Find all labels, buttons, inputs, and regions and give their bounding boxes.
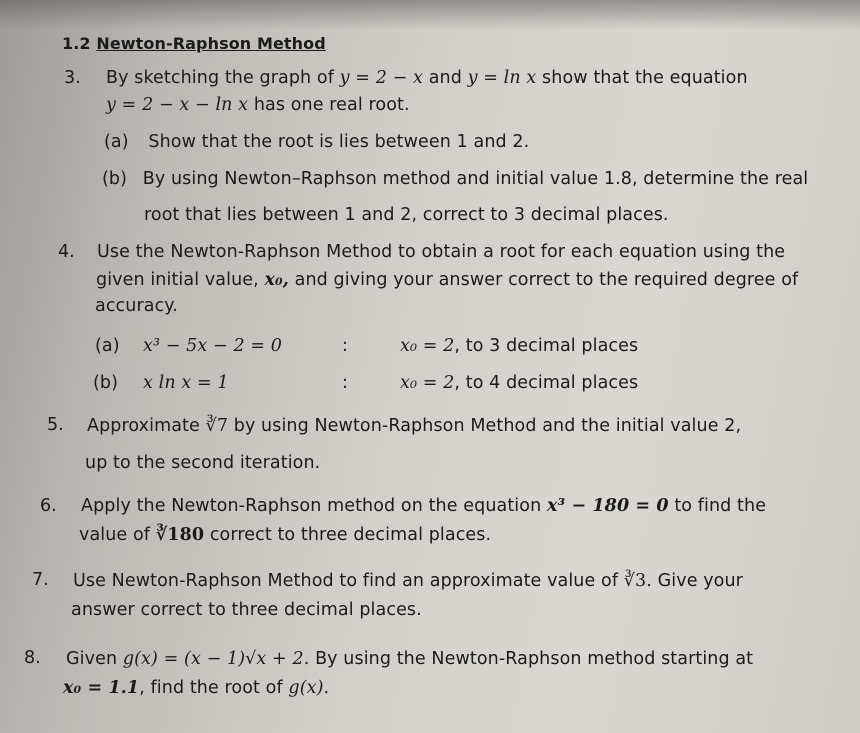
question-4b-equation: x ln x = 1	[143, 373, 229, 393]
q5-text: by using Newton-Raphson Method and the initial value 2,	[233, 416, 742, 436]
question-4-number: 4.	[58, 242, 75, 262]
q3b-label: (b)	[102, 169, 128, 189]
q5-text: Approximate	[87, 416, 200, 436]
q3-text: and	[428, 68, 462, 88]
q8-function: g(x).	[288, 678, 330, 698]
question-7-line-1	[73, 571, 743, 591]
q4-text: and giving your answer correct to the required degree of	[294, 270, 799, 290]
question-4a-condition	[400, 336, 638, 356]
q4b-initial-value: x₀ = 2	[400, 373, 455, 393]
q8-text: By using the Newton-Raphson method starting at	[315, 649, 754, 669]
q3-text: has one real root.	[253, 95, 410, 115]
question-6-line-1	[81, 496, 766, 516]
question-3-line-2	[106, 95, 410, 115]
q8-text: , find the root of	[139, 678, 283, 698]
q3b-text: By using Newton–Raphson method and initial value 1.8, determine the real	[142, 169, 809, 189]
question-3a	[104, 132, 529, 152]
q4-text: given initial value,	[96, 270, 259, 290]
question-3b-line-1	[102, 169, 808, 189]
q8-initial-value: x₀ = 1.1	[63, 678, 140, 698]
q3a-text: Show that the root is lies between 1 and 2.	[148, 132, 530, 152]
question-4b-colon: :	[342, 373, 348, 393]
q3a-label: (a)	[104, 132, 129, 152]
q7-cube-root: ∛3.	[623, 571, 652, 591]
question-3-line-1	[106, 68, 748, 88]
question-4a-colon: :	[342, 336, 348, 356]
q6-equation: x³ − 180 = 0	[546, 496, 669, 516]
question-6-line-2	[79, 525, 491, 545]
question-7-line-2: answer correct to three decimal places.	[71, 600, 422, 620]
question-7-number: 7.	[32, 570, 49, 590]
question-8-line-1	[66, 649, 753, 669]
question-4b-label: (b)	[93, 373, 119, 393]
q5-cube-root: ∛7	[205, 416, 229, 436]
question-8-number: 8.	[24, 648, 41, 668]
question-6-number: 6.	[40, 496, 57, 516]
question-8-line-2	[63, 678, 329, 698]
q3-equation-2: y = ln x	[467, 68, 537, 88]
question-4-line-1: Use the Newton-Raphson Method to obtain a root for each equation using the	[97, 242, 786, 262]
question-3b-line-2: root that lies between 1 and 2, correct to 3 decimal places.	[144, 205, 669, 225]
question-4-line-2	[96, 270, 798, 290]
question-5-line-2: up to the second iteration.	[85, 453, 321, 473]
q3-text: show that the equation	[542, 68, 748, 88]
q4a-initial-value: x₀ = 2	[400, 336, 455, 356]
question-4a-equation: x³ − 5x − 2 = 0	[143, 336, 283, 356]
q6-text: correct to three decimal places.	[209, 525, 492, 545]
q4a-accuracy: , to 3 decimal places	[454, 336, 639, 356]
section-number: 1.2	[62, 34, 91, 53]
question-4a-label: (a)	[95, 336, 120, 356]
question-4b-condition	[400, 373, 638, 393]
q6-text: value of	[79, 525, 151, 545]
q3-equation-1: y = 2 − x	[339, 68, 424, 88]
question-3-number: 3.	[64, 68, 81, 88]
page-shadow	[0, 0, 860, 30]
q7-text: Use Newton-Raphson Method to find an approximate value of	[73, 571, 619, 591]
q3-equation-3: y = 2 − x − ln x	[106, 95, 249, 115]
q8-text: Given	[66, 649, 118, 669]
section-title: Newton-Raphson Method	[96, 34, 326, 53]
q6-text: to find the	[674, 496, 767, 516]
section-heading	[62, 34, 326, 53]
q4-initial-value-symbol: x₀,	[264, 270, 289, 290]
q7-text: Give your	[657, 571, 743, 591]
q6-cube-root: ∛180	[155, 525, 205, 545]
question-4-line-3: accuracy.	[95, 296, 178, 316]
q8-equation: g(x) = (x − 1)√x + 2.	[122, 649, 310, 669]
q6-text: Apply the Newton-Raphson method on the equation	[81, 496, 542, 516]
q4b-accuracy: , to 4 decimal places	[454, 373, 639, 393]
question-5-line-1	[87, 416, 741, 436]
q3-text: By sketching the graph of	[106, 68, 334, 88]
question-5-number: 5.	[47, 415, 64, 435]
